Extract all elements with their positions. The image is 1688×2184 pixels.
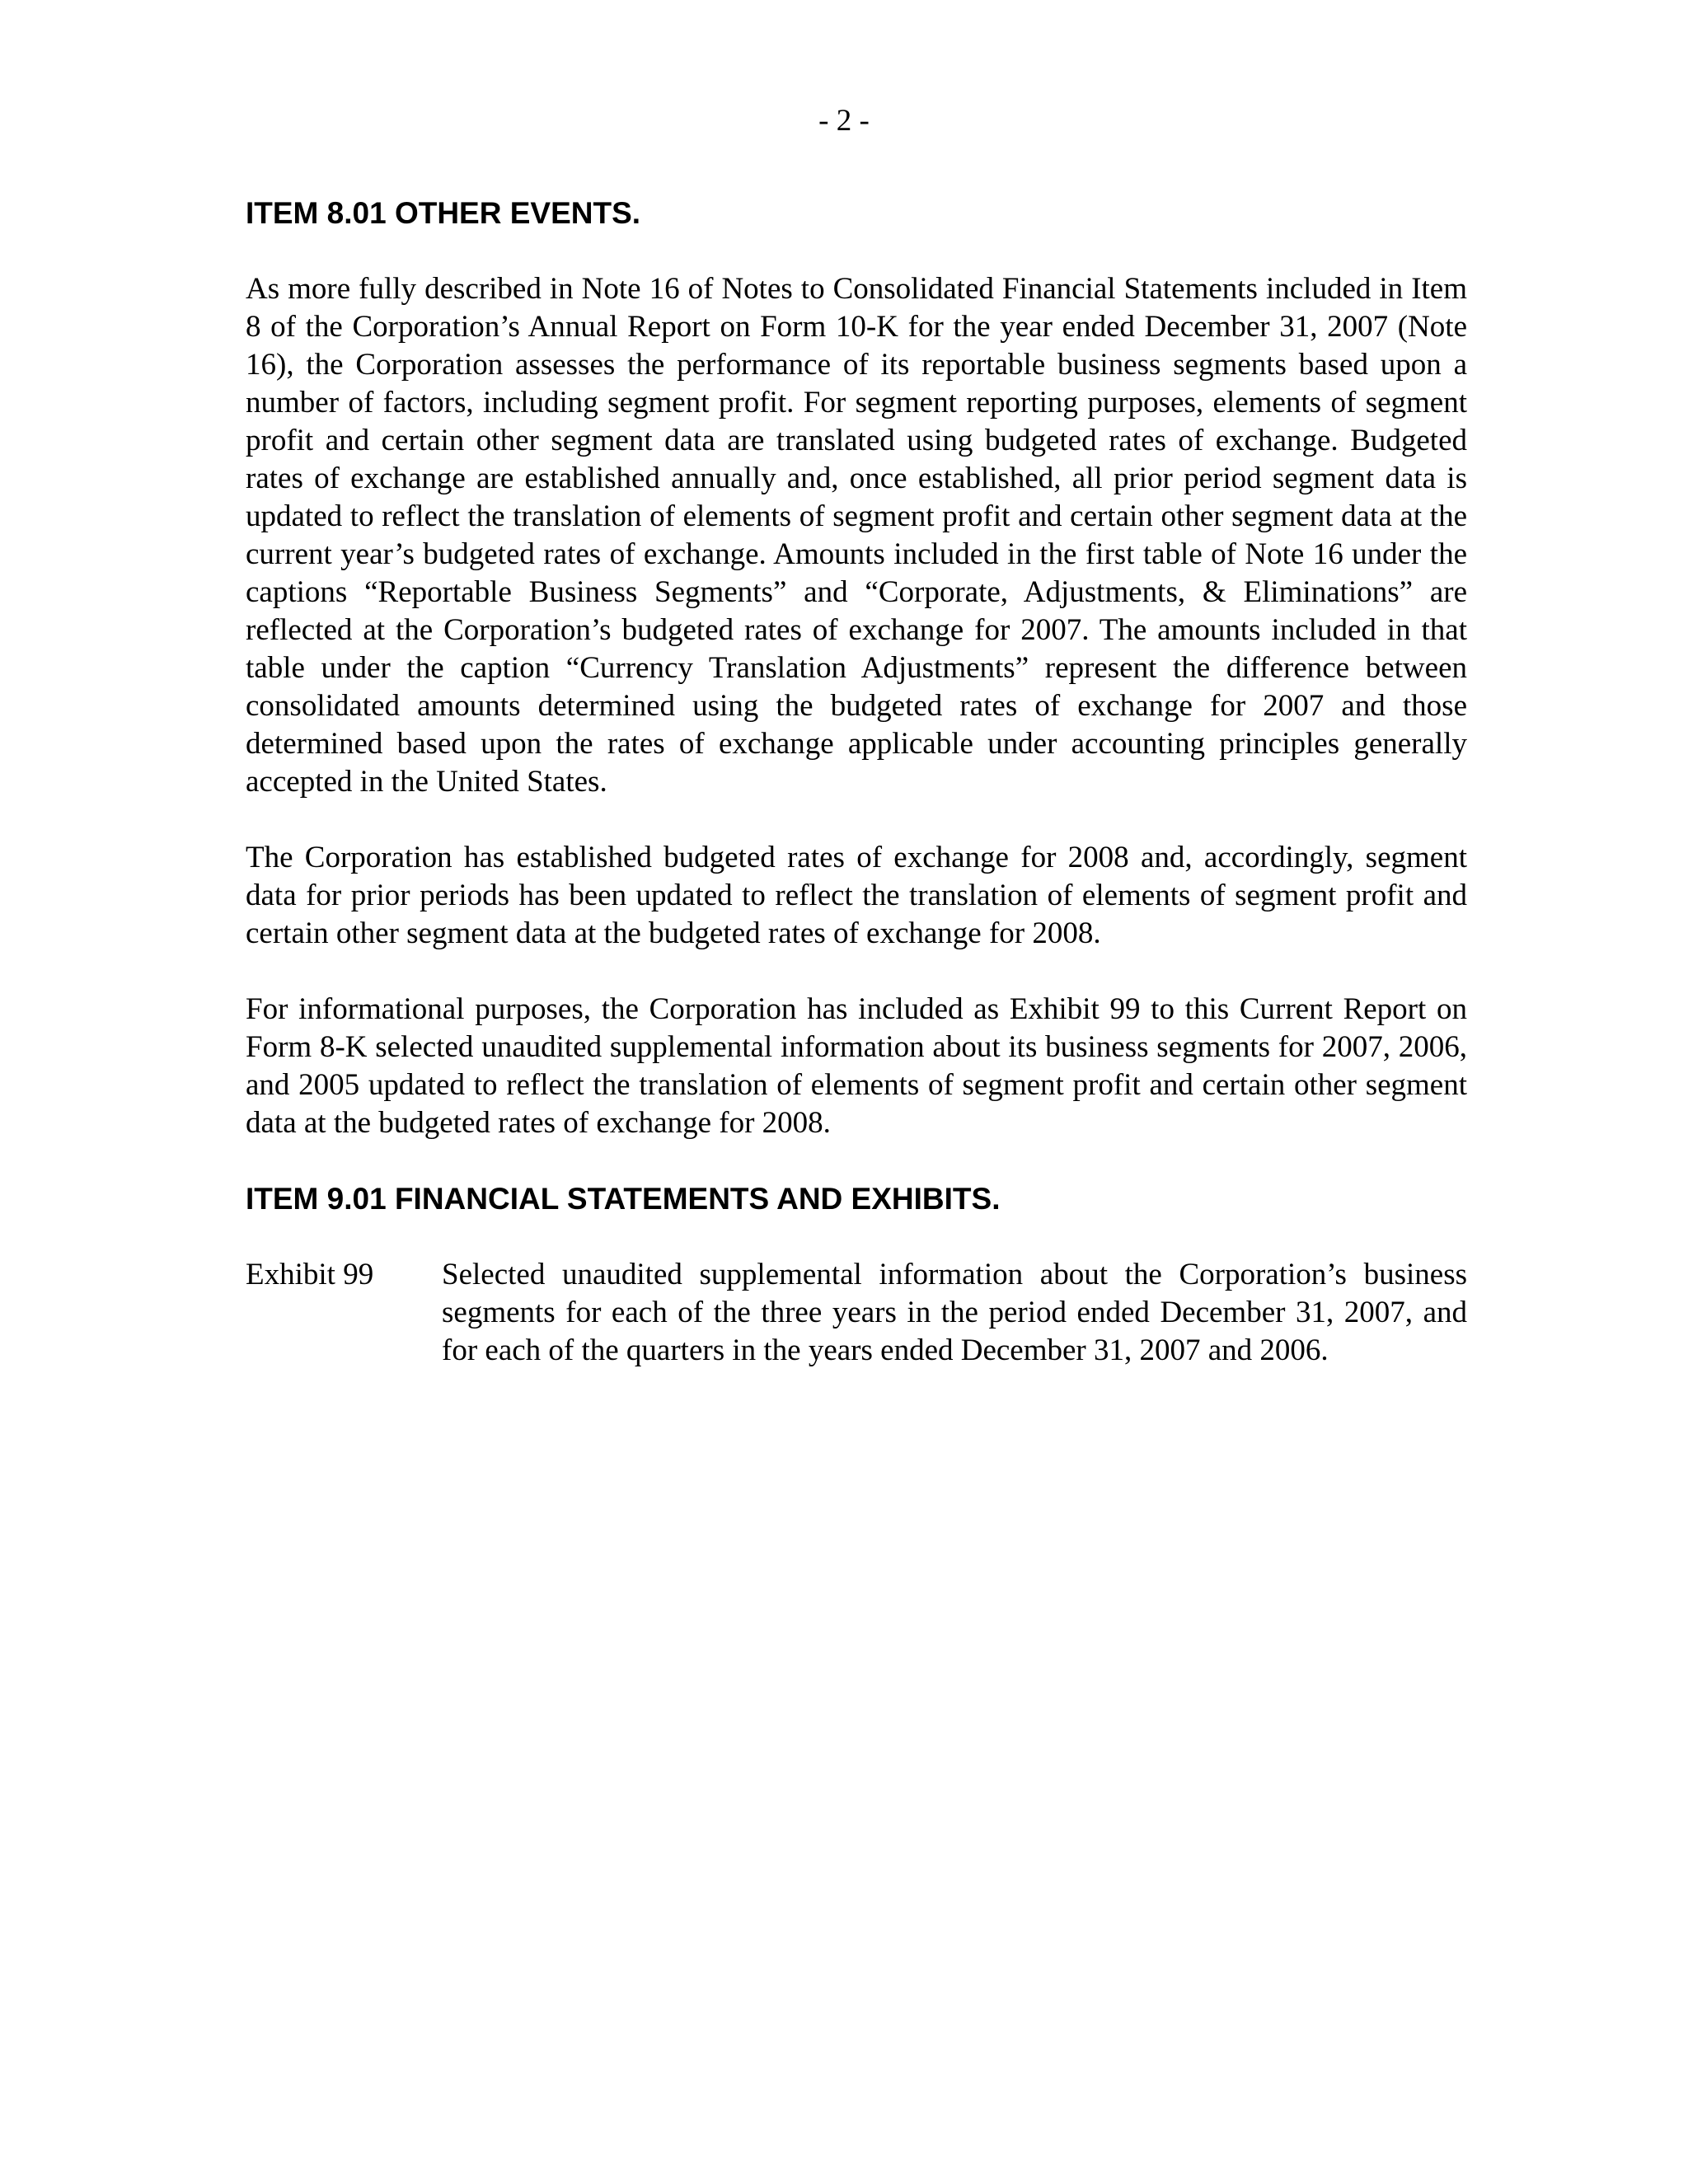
exhibit-description: Selected unaudited supplemental information about the Corporation’s business segments for each of the three years in the period ended December 31, 2007, and for each of the quarters in the years ended December 31, 2007 and 2006.	[442, 1258, 1467, 1367]
exhibit-label: Exhibit 99	[246, 1258, 374, 1291]
page-number: - 2 -	[818, 104, 870, 138]
exhibit-list-item	[246, 1256, 1467, 1370]
document-body	[246, 194, 1467, 1370]
item-801-paragraph-2: The Corporation has established budgeted rates of exchange for 2008 and, accordingly, segment data for prior periods has been updated to reflect the translation of elements of segment profit and certain other segment data at the budgeted rates of exchange for 2008.	[246, 841, 1467, 950]
item-801-heading: ITEM 8.01 OTHER EVENTS.	[246, 196, 641, 230]
item-801-paragraph-3: For informational purposes, the Corporation has included as Exhibit 99 to this Current Report on Form 8-K selected unaudited supplemental information about its business segments for 2007, 2006, and 2005 updated to reflect the translation of elements of segment profit and certain other segment data at the budgeted rates of exchange for 2008.	[246, 992, 1467, 1140]
item-901-heading: ITEM 9.01 FINANCIAL STATEMENTS AND EXHIBITS.	[246, 1182, 1001, 1216]
item-801-paragraph-1: As more fully described in Note 16 of Notes to Consolidated Financial Statements included in Item 8 of the Corporation’s Annual Report on Form 10-K for the year ended December 31, 2007 (Note 16), the Corporation assesses the performance of its reportable business segments based upon a number of factors, including segment profit. For segment reporting purposes, elements of segment profit and certain other segment data are translated using budgeted rates of exchange. Budgeted rates of exchange are established annually and, once established, all prior period segment data is updated to reflect the translation of elements of segment profit and certain other segment data at the current year’s budgeted rates of exchange. Amounts included in the first table of Note 16 under the captions “Reportable Business Segments” and “Corporate, Adjustments, & Eliminations” are reflected at the Corporation’s budgeted rates of exchange for 2007. The amounts included in that table under the caption “Currency Translation Adjustments” represent the difference between consolidated amounts determined using the budgeted rates of exchange for 2007 and those determined based upon the rates of exchange applicable under accounting principles generally accepted in the United States.	[246, 272, 1467, 799]
